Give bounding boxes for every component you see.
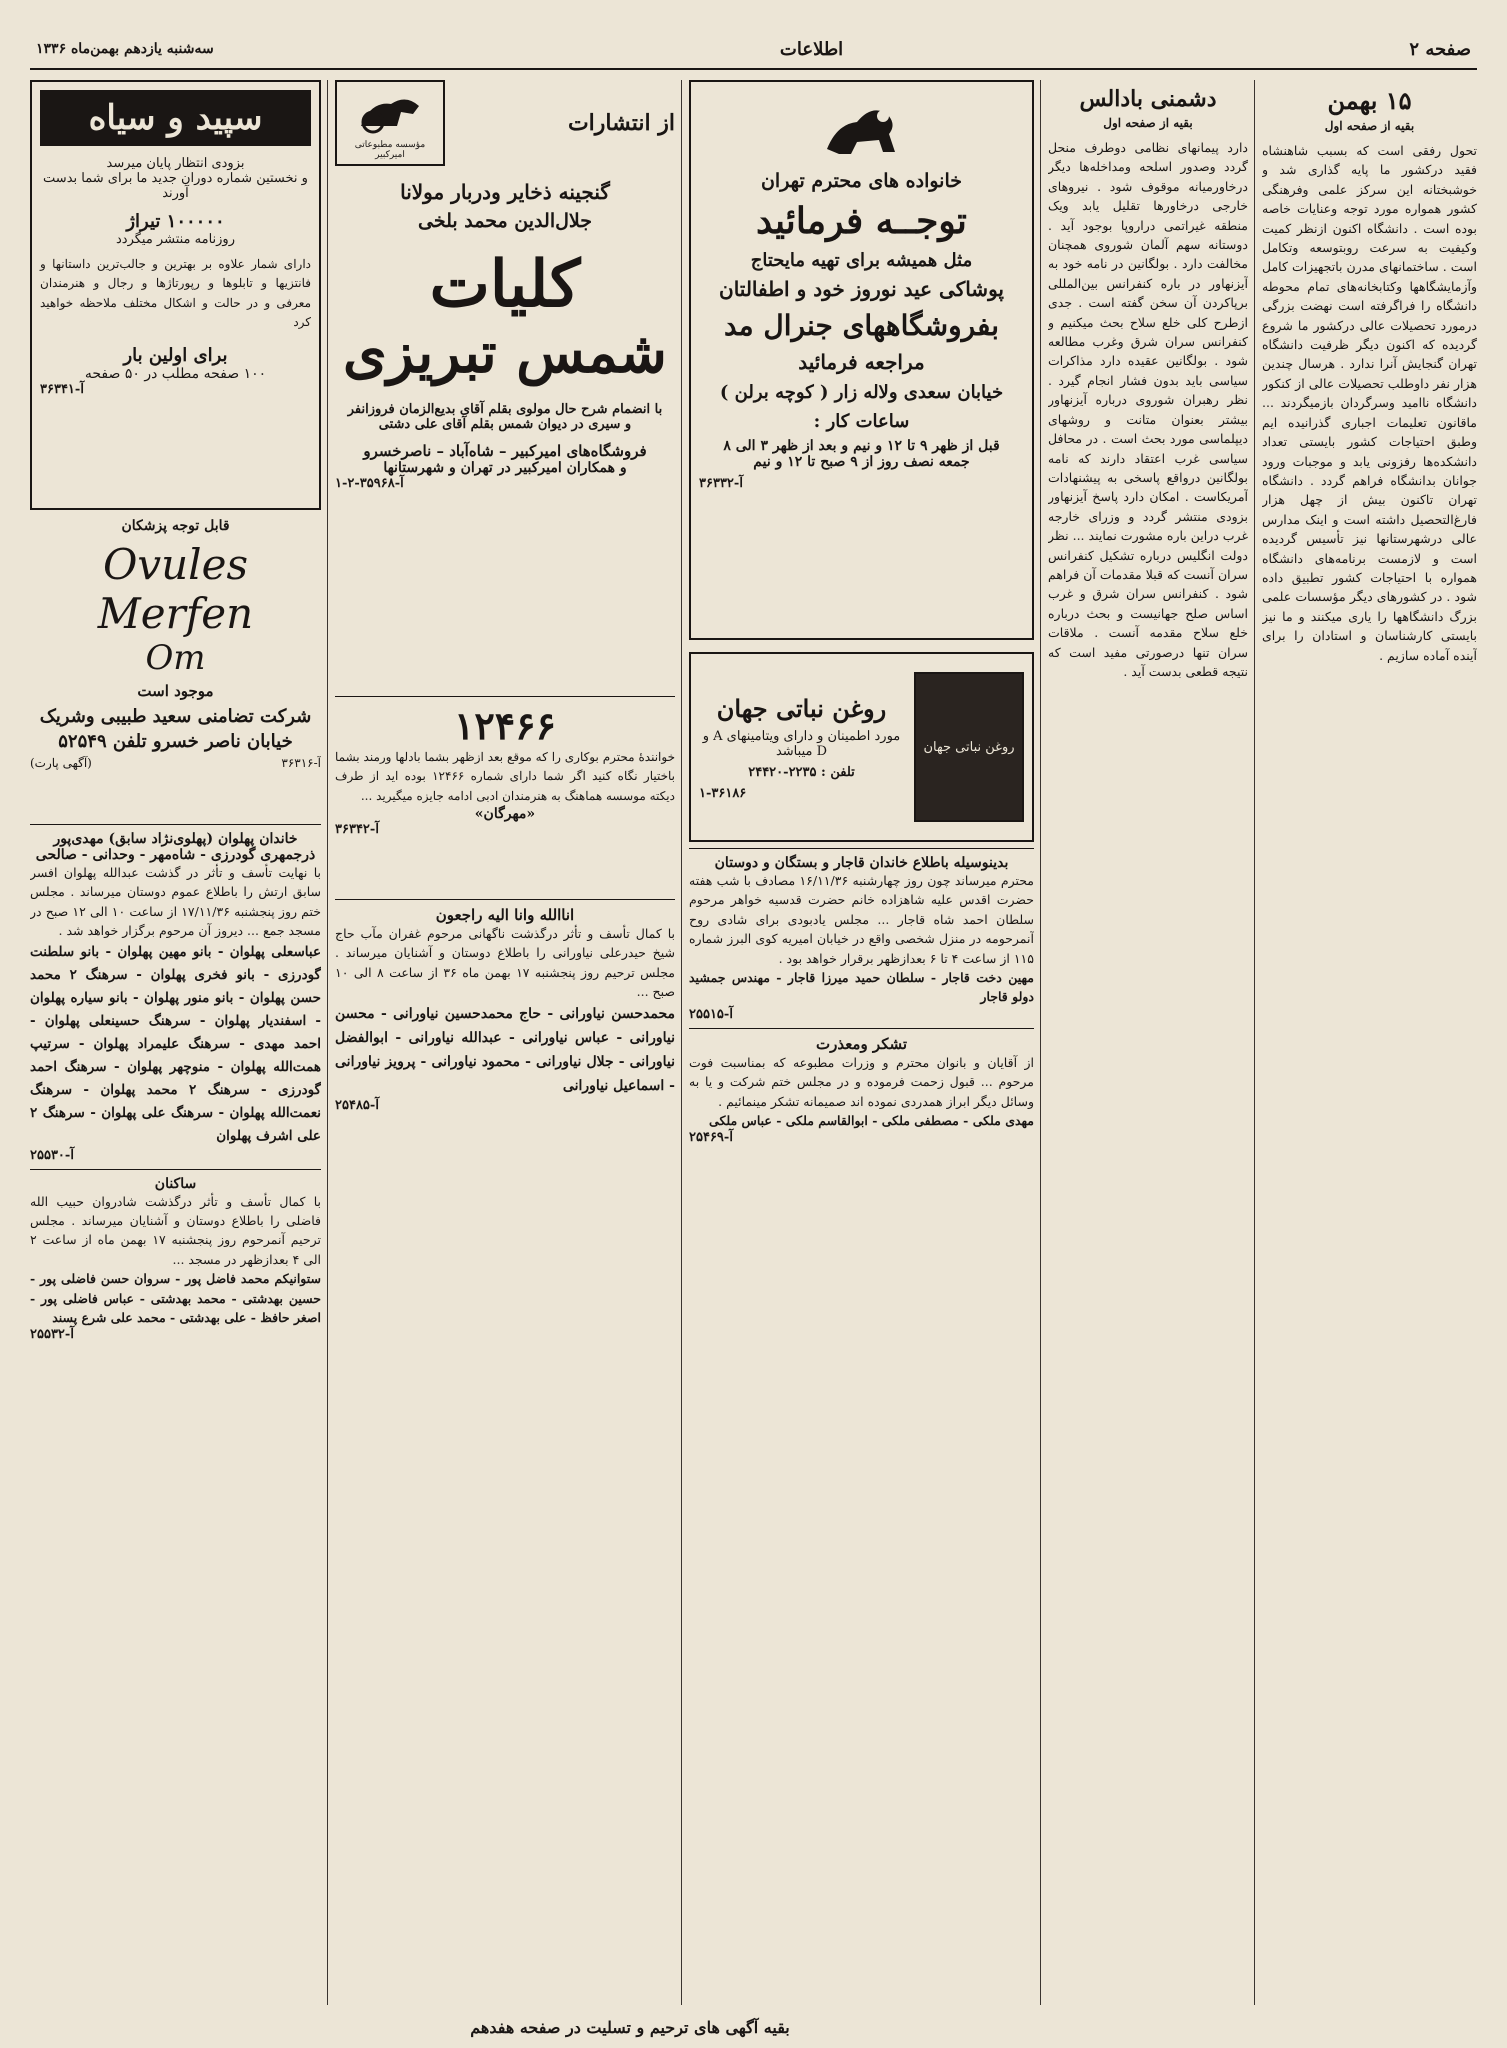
ad-hours: قبل از ظهر ۹ تا ۱۲ و نیم و بعد از ظهر ۳ الی ۸	[723, 438, 1000, 454]
page-number: صفحه ۲	[1409, 38, 1471, 60]
column-rule	[1040, 80, 1041, 2005]
article-title: دشمنی بادالس	[1079, 86, 1217, 112]
ad-line: ۱۰۰ صفحه مطلب در ۵۰ صفحه	[84, 365, 267, 382]
ad-line: مثل همیشه برای تهیه مایحتاج	[750, 250, 973, 271]
notice-code: آ-۲۵۵۳۲	[30, 1327, 74, 1343]
ad-big-title: کلیات	[429, 247, 581, 322]
ad-number: ۱۲۴۶۶	[453, 703, 557, 748]
ad-headline: روغن نباتی جهان	[716, 693, 887, 723]
ad-jahan-oil	[689, 652, 1034, 842]
notice-title: خاندان پهلوان (پهلوی‌نژاد سابق) مهدی‌پور ذرجمهری گودرزی - شاه‌مهر - وحدانی - صالحی	[35, 831, 316, 863]
notice-code: آ-۲۵۵۳۰	[30, 1147, 74, 1163]
notice-names: مهدی ملکی - مصطفی ملکی - ابوالقاسم ملکی - عباس ملکی	[709, 1113, 1034, 1129]
publisher-logo	[335, 80, 445, 166]
ad-code: آ-۳۶۳۴۲	[335, 822, 379, 838]
notice-title: اناالله وانا الیه راجعون	[435, 906, 575, 924]
article-subtitle: بقیه از صفحه اول	[1324, 119, 1415, 133]
issue-date: سه‌شنبه یازدهم بهمن‌ماه ۱۳۳۶	[36, 41, 214, 57]
notice	[30, 1176, 321, 1343]
ad-store-name: بفروشگاههای جنرال مد	[723, 309, 1000, 342]
ad-line: بزودی انتظار پایان میرسد	[106, 156, 245, 171]
ad-banner: سپید و سیاه	[40, 90, 311, 146]
ad-general-mod	[689, 80, 1034, 640]
continued-note: بقیه آگهی های ترحیم و تسلیت در صفحه هفدهم	[470, 2018, 790, 2037]
ad-address: خیابان ناصر خسرو تلفن ۵۲۵۴۹	[58, 731, 293, 752]
notice-code: آ-۲۵۵۱۵	[689, 1006, 733, 1022]
ad-code: آ-۳۶۳۱۶	[281, 756, 321, 770]
ad-line: گنجینه ذخاير ودربار مولانا	[400, 180, 610, 204]
notice	[335, 906, 675, 1113]
ad-code: آ-۳۵۹۶۸-۲-۱	[335, 475, 404, 491]
ad-code: آ-۳۶۳۳۲	[699, 476, 743, 491]
column-rule	[327, 80, 328, 2005]
lion-logo-icon	[817, 94, 907, 164]
ad-tagline: مورد اطمینان و دارای ویتامینهای A و D میباشد	[702, 728, 901, 759]
ad-circulation: ۱۰۰۰۰۰ تیراژ	[126, 211, 225, 232]
paper-name: اطلاعات	[779, 38, 844, 60]
notice-title: بدینوسیله باطلاع خاندان قاجار و بستگان و دوستان	[714, 855, 1009, 871]
notice-body: با کمال تأسف و تأثر درگذشت شادروان حبیب الله فاضلی را باطلاع دوستان و آشنایان میرساند . مجلس ترحیم آنمرحوم روز پنجشنبه ۱۷ بهمن ماه از ساعت ۲ الی ۴ بعدازظهر در مسجد ...	[30, 1193, 321, 1267]
ad-headline: توجــه فرمائید	[756, 200, 967, 242]
horse-logo-icon	[341, 86, 439, 136]
ad-shops: فروشگاه‌های امیرکبیر – شاه‌آباد – ناصرخسرو	[363, 441, 647, 460]
ad-brand: Ovules Merfen	[97, 540, 254, 638]
article-body: تحول رفقی است که بسبب شاهنشاه فقید درکشور ما پایه گذاری شد و خوشبختانه این سرکز علمی وفرهنگی کشور همواره مورد توجه وعنایات خاصه بوده است . دانشگاه اکنون ازنظر کمیت وکیفیت به سرعت روبتوسعه وتکامل است . ساختمانهای مدرن باتجهیزات کامل وآزمایشگاهها وکتابخانه‌های تمام محوطه دانشگاه را فراگرفته است نهضت بزرگی درمورد تحصیلات عالی درکشور ما شروع گردیده که اکنون دیگر ظرفیت دانشگاه تهران گنجایش آنرا ندارد . هرسال چندین هزار نفر داوطلب تحصیلات عالی از کنکور دانشگاه ناامید وسرگردان بازمیگردند ... ماقانون تعلیمات اجباری گذرانیده ایم وطبق احتیاجات کشور بایستی تعداد دانشکده‌ها رفزونی یابد و موجبات ورود جوانان بدانشگاه فراهم گردد . دانشگاه تهران تاکنون بیش از چهل هزار فارغ‌التحصیل داشته است و اینک مدارس عالی درشهرستانها نیز تأسیس گردیده است و لازمست برنامه‌های دانشگاه همواره با احتیاجات کشور تطبیق داده شود . در کشورهای دیگر مؤسسات علمی بزرگ دانشگاهها را یاری میکنند و ما نیز بایستی کارشناسان و استادان را برای آینده آماده سازیم .	[1262, 143, 1477, 663]
ad-desc: با انضمام شرح حال مولوی بقلم آقای بدیع‌الزمان فروزانفر	[347, 401, 663, 417]
ad-code: ۱-۳۶۱۸۶	[699, 785, 747, 801]
oil-can-label: روغن نباتی جهان	[923, 739, 1015, 755]
ad-phone: تلفن : ۲۲۳۵-۲۴۴۲۰	[748, 764, 855, 780]
ad-line: برای اولین بار	[123, 344, 228, 366]
ad-12466	[335, 703, 675, 893]
notice	[689, 1035, 1034, 1146]
ad-agency: (آگهی پارت)	[30, 756, 92, 770]
publisher-name: مؤسسه مطبوعاتی امیرکبیر	[354, 140, 426, 160]
ad-shops: و همکاران امیرکبیر در تهران و شهرستانها	[383, 459, 627, 476]
ad-from-label: از انتشارات	[567, 110, 675, 136]
notice-body: محترم میرساند چون روز چهارشنبه ۱۶/۱۱/۳۶ مصادف با شب هفته حضرت اقدس علیه شاهزاده خانم حضرت قدسیه خواهر مرحوم سلطان احمد شاه قاجار ... مجلس یادبودی برای شادی روح آنمرحومه در منزل شخصی واقع در خیابان امیریه کوی البرز شماره ۱۱۵ از ساعت ۴ تا ۶ بعدازظهر برقرار خواهد بود .	[689, 873, 1034, 966]
ad-line: خانواده های محترم تهران	[760, 170, 963, 192]
ad-ovules-merfen	[30, 518, 321, 818]
ad-label: قابل توجه پزشکان	[121, 518, 230, 534]
notice-names: محمدحسن نیاورانی - حاج محمدحسین نیاورانی - محسن نیاورانی - عباس نیاورانی - عبدالله نیاورانی - ابوالفضل نیاورانی - جلال نیاورانی - محمود نیاورانی - پرویز نیاورانی - اسماعیل نیاورانی	[335, 1005, 675, 1094]
ad-code: آ-۳۶۳۴۱	[40, 381, 84, 397]
ad-line: و نخستین شماره دوران جدید ما برای شما بدست آورند	[43, 171, 308, 201]
newspaper-page	[30, 30, 1477, 2037]
notice-code: آ-۲۵۴۶۹	[689, 1130, 733, 1146]
ad-line: موجود است	[137, 682, 214, 700]
ad-line: روزنامه منتشر میگردد	[115, 232, 235, 247]
ad-brand-sub: Om	[145, 638, 206, 678]
ad-line: مراجعه فرمائید	[798, 350, 925, 374]
ad-desc: و سیری در دیوان شمس بقلم آقای علی دشتی	[378, 416, 632, 432]
ad-body: خوانندهٔ محترم بوکاری‌ را که موقع بعد ازظهر بشما بادلها ورمند بشما باختیار نگاه کنید اگر شما دارای شماره ۱۲۴۶۶ بوده اید از طرف دیکته موسسه هماهنگ به هنرمندان ادبی ادامه جایزه میگیرید ...	[335, 750, 675, 803]
notice-names: مهین دخت قاجار - سلطان حمید میرزا قاجار - مهندس جمشید دولو قاجار	[689, 970, 1034, 1005]
ad-line: جلال‌الدین محمد بلخی	[418, 210, 592, 232]
notice-title: ساکنان	[154, 1175, 197, 1192]
ad-tail: «مهرگان»	[474, 806, 536, 823]
notice-names: عباسعلی پهلوان - بانو مهین پهلوان - بانو سلطنت گودرزی - بانو فخری پهلوان - سرهنگ ۲ محمد حسن پهلوان - بانو منور پهلوان - بانو سیاره پهلوان - اسفندیار پهلوان - سرهنگ حسینعلی پهلوان - احمد مهدی - سرهنگ علیمراد پهلوان - سرتیپ همت‌الله پهلوان - منوچهر پهلوان - سرهنگ احمد گودرزی - سرهنگ ۲ محمد پهلوان - سرهنگ نعمت‌الله پهلوان - سرهنگ علی پهلوان - سرهنگ ۲ علی اشرف پهلوان	[30, 943, 321, 1144]
oil-can-icon	[914, 672, 1024, 822]
article-body: دارد پیمانهای نظامی دوطرف منحل گردد وصدور اسلحه ومداخله‌ها دیگر درخاورمیانه موقوف شود . نیروهای خارجی درخاورها تقلیل یابد ویک منطقه غیراتمی دراروپا بوجود آید . دوستانه سهم آلمان شوروی همچنان مخالفت دارد . بولگانین در نامه خود به آیزنهاور در باره کنفرانس بین‌المللی برپاکردن آن سخن گفته است . جدی ازطرح کلی خلع سلاح بحث میکنیم و کنفرانس سران شرق وغرب مطالعه شود . بولگانین عقیده دارد مذاکرات سیاسی باید بدون فشار انجام گیرد . نظر رهبران شوروی درباره آیزنهاور بیشتر بعنوان متانت و روشهای دیپلماسی مورد بحث است . در محافل سیاسی غرب اعتقاد دارند که نامه بولگانین درواقع پاسخی به پیشنهادات آمریکاست . امکان دارد پاسخ آیزنهاور بزودی منتشر گردد و وزرای خارجه غرب دراین باره مشورت نمایند ... نظر دولت انگلیس درباره تشکیل کنفرانس سران آنست که قبلا مقدمات آن فراهم شود . کنفرانس سران شرق و غرب اساس صلح جهانیست و بحث درباره خلع سلاح مقدمه آنست . ملاقات سران تنها درصورتی مفید است که نتیجه قطعی بدست آید .	[1048, 140, 1248, 679]
ad-line: پوشاکی عید نوروز خود و اطفالتان	[719, 277, 1004, 301]
notice-body: با کمال تأسف و تأثر درگذشت ناگهانی مرحوم غفران مآب حاج شیخ حیدرعلی نیاورانی را باطلاع دوستان و آشنایان میرساند . مجلس ترحیم روز پنجشنبه ۱۷ بهمن ماه ۳۶ از ساعت ۸ الی ۱۰ صبح ...	[335, 926, 675, 1000]
article-subtitle: بقیه از صفحه اول	[1103, 116, 1193, 130]
column-rule	[1254, 80, 1255, 2005]
ad-hours: جمعه نصف روز از ۹ صبح تا ۱۲ و نیم	[753, 454, 970, 470]
ad-big-title: شمس تبریزی	[343, 320, 667, 387]
ad-sepid-siah	[30, 80, 321, 510]
notice	[30, 831, 321, 1163]
notice-names: ستوانیکم محمد فاضل پور - سروان حسن فاضلی پور - حسین بهدشتی - محمد بهدشتی - عباس فاضلی پور - اصغر حافظ - علی بهدشتی - محمد علی شرع پسند	[30, 1271, 321, 1326]
notice-body: از آقایان و بانوان محترم و وزرات مطبوعه که بمناسبت فوت مرحوم ... قبول زحمت فرموده و در مجلس ختم شرکت و یا به وسائل دیگر ابراز همدردی نموده اند صمیمانه تشکر مینمائیم .	[689, 1054, 1034, 1109]
ad-shams-tabrizi	[335, 80, 675, 690]
notice-title: تشکر ومعذرت	[815, 1034, 908, 1053]
notice-code: آ-۲۵۴۸۵	[335, 1097, 379, 1113]
column-4	[335, 80, 675, 2005]
column-5	[30, 80, 321, 2005]
article-dulles	[1048, 80, 1248, 2005]
article-15-bahman	[1262, 80, 1477, 2005]
ad-company: شرکت تضامنی سعید طبیبی وشریک	[39, 706, 312, 727]
column-3	[689, 80, 1034, 2005]
column-rule	[681, 80, 682, 2005]
ad-body: دارای شمار علاوه بر بهترین و جالب‌ترین داستانها و فانتزیها و تابلوها و رپورتاژها و رجال و هنرمندان معرفی و در حالت و اشکال مختلف ملاحظه خواهید کرد	[40, 257, 311, 330]
ad-address: خیابان سعدی ولاله زار ( کوچه برلن )	[719, 382, 1004, 403]
notice	[689, 855, 1034, 1022]
notice-body: با نهایت تأسف و تأثر در گذشت عبدالله پهلوان افسر سابق ارتش را باطلاع عموم دوستان میرساند . مجلس ختم روز پنجشنبه ۱۷/۱۱/۳۶ از ساعت ۱۰ الی ۱۲ صبح در مسجد جمع ... دیروز آن مرحوم برگزار خواهد شد .	[30, 865, 321, 939]
ad-hours-label: ساعات کار :	[813, 411, 910, 432]
page-header	[30, 30, 1477, 70]
article-title: ۱۵ بهمن	[1327, 86, 1412, 115]
